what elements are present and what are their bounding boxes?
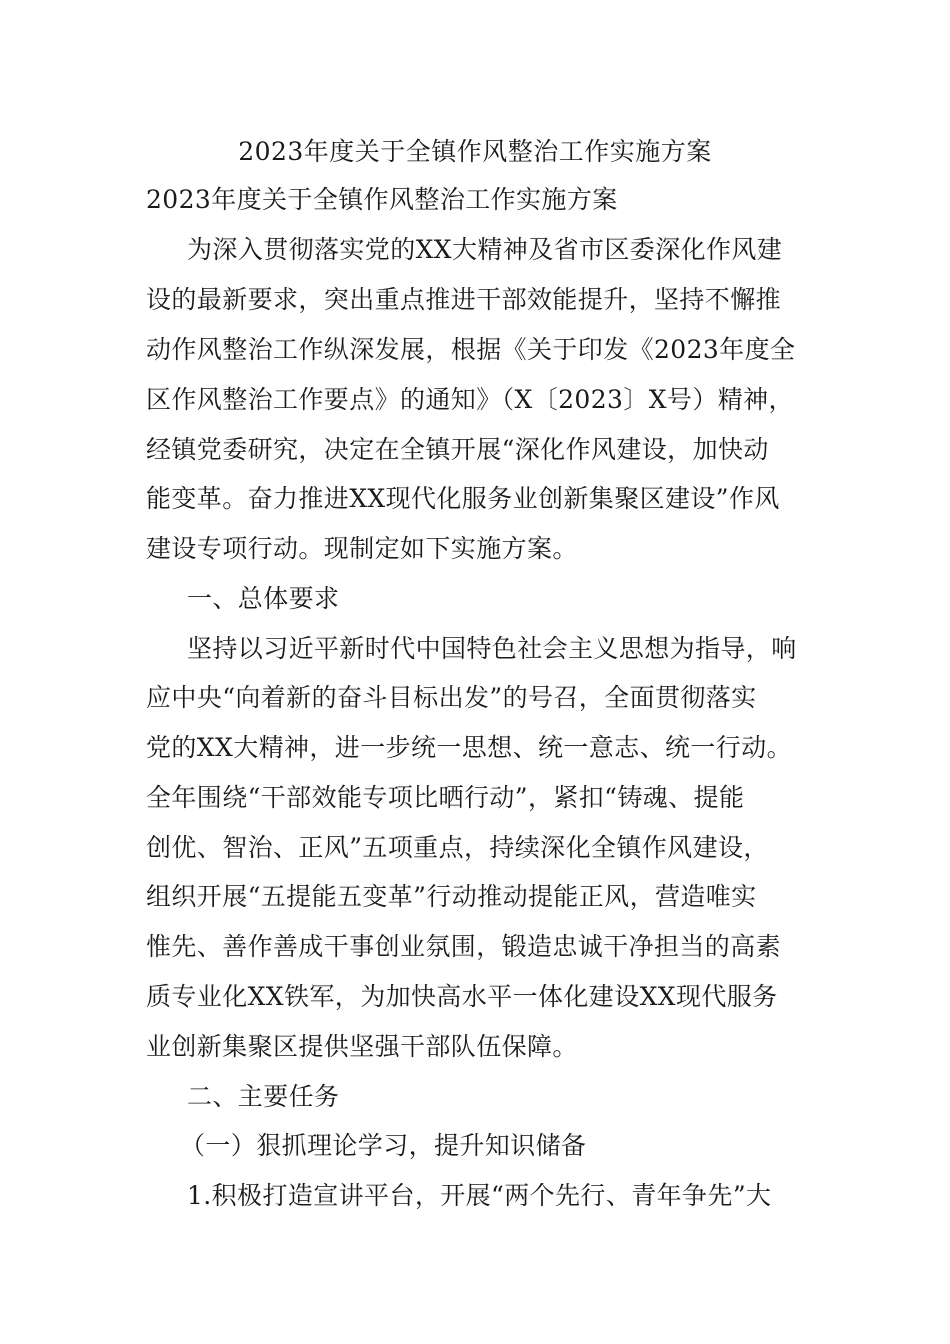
body-line: 坚持以习近平新时代中国特色社会主义思想为指导，响 [187, 634, 797, 663]
body-line: 业创新集聚区提供坚强干部队伍保障。 [146, 1032, 578, 1061]
body-line: 经镇党委研究，决定在全镇开展“深化作风建设，加快动 [146, 435, 769, 464]
body-line: 应中央“向着新的奋斗目标出发”的号召，全面贯彻落实 [146, 683, 757, 712]
body-line: 惟先、善作善成干事创业氛围，锻造忠诚干净担当的高素 [146, 932, 782, 961]
body-line: 1.积极打造宣讲平台，开展“两个先行、青年争先”大 [187, 1181, 772, 1210]
subsection-heading: （一）狠抓理论学习，提升知识储备 [180, 1131, 587, 1160]
body-line: 党的XX大精神，进一步统一思想、统一意志、统一行动。 [146, 733, 792, 762]
body-line: 区作风整治工作要点》的通知》（X〔2023〕X号）精神， [146, 385, 794, 414]
body-line: 组织开展“五提能五变革”行动推动提能正风，营造唯实 [146, 882, 757, 911]
section-heading: 一、总体要求 [187, 584, 340, 613]
section-heading: 二、主要任务 [187, 1082, 340, 1111]
body-line: 为深入贯彻落实党的XX大精神及省市区委深化作风建 [187, 235, 783, 264]
body-line: 全年围绕“干部效能专项比晒行动”，紧扣“铸魂、提能 [146, 783, 745, 812]
body-line: 质专业化XX铁军，为加快高水平一体化建设XX现代服务 [146, 982, 778, 1011]
body-line: 创优、智治、正风”五项重点，持续深化全镇作风建设， [146, 833, 769, 862]
body-line: 能变革。奋力推进XX现代化服务业创新集聚区建设”作风 [146, 484, 780, 513]
body-line: 动作风整治工作纵深发展，根据《关于印发《2023年度全 [146, 335, 796, 364]
body-line: 设的最新要求，突出重点推进干部效能提升，坚持不懈推 [146, 285, 782, 314]
body-line: 建设专项行动。现制定如下实施方案。 [146, 534, 578, 563]
document-title: 2023年度关于全镇作风整治工作实施方案 [238, 137, 712, 166]
subtitle-line: 2023年度关于全镇作风整治工作实施方案 [146, 185, 618, 214]
